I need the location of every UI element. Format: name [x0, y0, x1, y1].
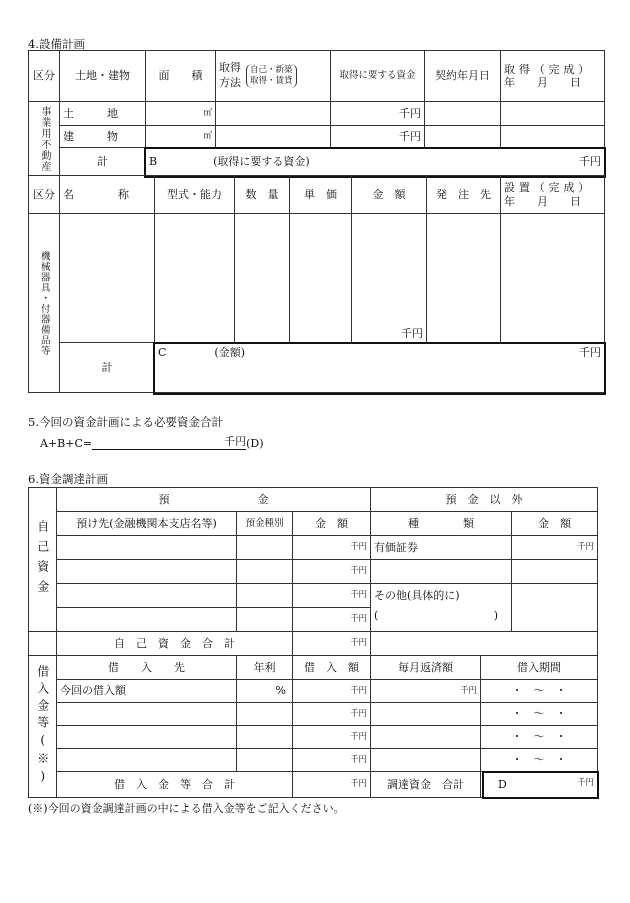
monthly-cell-2[interactable] — [371, 703, 481, 726]
land-building-header: 土地・建物 — [60, 51, 146, 102]
eq-model-header: 型式・能力 — [155, 176, 235, 214]
eq-kubun-header: 区分 — [29, 176, 60, 214]
equipment-table — [28, 175, 605, 393]
footnote: (※)今回の資金調達計画の中による借入金等をご記入ください。 — [28, 802, 345, 815]
land-method-cell[interactable] — [216, 102, 331, 126]
formula-suffix: (D) — [246, 437, 264, 450]
re-total-b-cell[interactable] — [146, 148, 605, 176]
building-contract-cell[interactable] — [425, 126, 501, 148]
land-funds-unit: 千円 — [331, 102, 425, 126]
real-estate-table — [28, 50, 605, 176]
eq-install-cell[interactable] — [501, 214, 605, 343]
c-text: (金額) — [214, 346, 246, 359]
grand-total-d-cell[interactable] — [481, 772, 598, 798]
rate-percent: % — [237, 680, 293, 703]
funding-table — [28, 487, 598, 798]
contract-date-header: 契約年月日 — [425, 51, 501, 102]
method-label: 方法 — [219, 76, 241, 89]
deposit-type-cell-4[interactable] — [237, 608, 293, 632]
acquisition-method-header — [216, 51, 331, 102]
lender-cell-2[interactable] — [57, 703, 237, 726]
period-1[interactable]: ・ ～ ・ — [481, 680, 598, 703]
formula-label: A+B+C= — [40, 437, 93, 450]
completion-date-header — [501, 51, 605, 102]
deposit-header: 預 金 — [57, 488, 371, 512]
business-property-side-label: 事業用不動産 — [29, 102, 60, 176]
total-formula — [40, 433, 264, 450]
eq-install-date-header — [501, 176, 605, 214]
total-input-line[interactable] — [92, 437, 224, 450]
ymd-label: 年 月 日 — [504, 76, 581, 89]
completion-label: 取得（完成） — [504, 62, 594, 76]
eq-supplier-header: 発 注 先 — [427, 176, 501, 214]
deposit-unit-4: 千円 — [293, 608, 371, 632]
bank-cell-1[interactable] — [57, 536, 237, 560]
securities-label: 有価証券 — [371, 536, 512, 560]
b-unit: 千円 — [579, 154, 601, 168]
building-area-unit: ㎡ — [146, 126, 216, 148]
rate-cell-3[interactable] — [237, 726, 293, 749]
section4-title: 4.設備計画 — [28, 37, 85, 51]
eq-total-label: 計 — [60, 343, 155, 393]
method-option-2: 取得・賃貸 — [250, 76, 293, 86]
asset-type-header: 種 類 — [371, 512, 512, 536]
deposit-type-cell-3[interactable] — [237, 584, 293, 608]
section6-title: 6.資金調達計画 — [28, 472, 108, 486]
borrowings-total-unit: 千円 — [293, 772, 371, 798]
eq-qty-cell[interactable] — [235, 214, 290, 343]
deposit-type-cell-1[interactable] — [237, 536, 293, 560]
install-label: 設置（完成） — [504, 181, 594, 195]
bank-cell-3[interactable] — [57, 584, 237, 608]
grand-total-label: 調達資金 合計 — [371, 772, 481, 798]
b-text: (取得に要する資金) — [213, 154, 310, 168]
d-label: D — [498, 777, 507, 791]
deposit-type-header: 預金種別 — [237, 512, 293, 536]
asset-blank-cell[interactable] — [371, 560, 512, 584]
rate-header: 年利 — [237, 656, 293, 680]
monthly-cell-3[interactable] — [371, 726, 481, 749]
borrowings-total-label: 借 入 金 等 合 計 — [57, 772, 293, 798]
asset-amount-header: 金 額 — [512, 512, 598, 536]
b-label: B — [149, 154, 158, 168]
loan-unit-2: 千円 — [293, 703, 371, 726]
monthly-unit-1: 千円 — [371, 680, 481, 703]
loan-period-header: 借入期間 — [481, 656, 598, 680]
other-assets-amount[interactable] — [512, 584, 598, 632]
eq-amount-header: 金 額 — [352, 176, 427, 214]
other-label: その他(具体的に) — [374, 589, 460, 602]
own-funds-side-cont — [29, 632, 57, 656]
lender-cell-4[interactable] — [57, 749, 237, 772]
land-area-unit: ㎡ — [146, 102, 216, 126]
non-deposit-header: 預 金 以 外 — [371, 488, 598, 512]
building-completion-cell[interactable] — [501, 126, 605, 148]
method-option-1: 自己・新築 — [250, 64, 293, 75]
c-label: C — [158, 346, 167, 359]
monthly-cell-4[interactable] — [371, 749, 481, 772]
eq-model-cell[interactable] — [155, 214, 235, 343]
re-total-label: 計 — [60, 148, 146, 176]
formula-unit: 千円 — [224, 435, 247, 448]
lender-cell-3[interactable] — [57, 726, 237, 749]
deposit-unit-2: 千円 — [293, 560, 371, 584]
area-header: 面 積 — [146, 51, 216, 102]
c-unit: 千円 — [579, 346, 601, 359]
rate-cell-4[interactable] — [237, 749, 293, 772]
deposit-unit-3: 千円 — [293, 584, 371, 608]
land-completion-cell[interactable] — [501, 102, 605, 126]
land-row-label: 土 地 — [60, 102, 146, 126]
paren-close: ) — [493, 609, 498, 623]
bank-header: 預け先(金融機関本支店名等) — [57, 512, 237, 536]
land-contract-cell[interactable] — [425, 102, 501, 126]
deposit-type-cell-2[interactable] — [237, 560, 293, 584]
install-ymd-label: 年 月 日 — [504, 194, 581, 208]
rate-cell-2[interactable] — [237, 703, 293, 726]
d-unit: 千円 — [576, 777, 594, 788]
borrowings-side-label: 借入金等(※) — [29, 656, 57, 798]
lender-header: 借 入 先 — [57, 656, 237, 680]
securities-unit: 千円 — [512, 536, 598, 560]
own-funds-blank — [371, 632, 598, 656]
asset-blank-amount[interactable] — [512, 560, 598, 584]
loan-unit-3: 千円 — [293, 726, 371, 749]
eq-name-cell[interactable] — [60, 214, 155, 343]
building-method-cell[interactable] — [216, 126, 331, 148]
loan-amount-header: 借 入 額 — [293, 656, 371, 680]
eq-total-c-cell[interactable] — [155, 343, 605, 393]
eq-unitprice-header: 単 価 — [290, 176, 352, 214]
eq-unitprice-cell[interactable] — [290, 214, 352, 343]
section5-title: 5.今回の資金計画による必要資金合計 — [28, 415, 223, 429]
building-row-label: 建 物 — [60, 126, 146, 148]
building-funds-unit: 千円 — [331, 126, 425, 148]
eq-supplier-cell[interactable] — [427, 214, 501, 343]
equipment-side-label: 機械器具・付器備品等 — [29, 214, 60, 393]
deposit-unit-1: 千円 — [293, 536, 371, 560]
own-funds-total-label: 自 己 資 金 合 計 — [57, 632, 293, 656]
eq-amount-unit: 千円 — [352, 214, 427, 343]
period-2[interactable]: ・ ～ ・ — [481, 703, 598, 726]
current-loan-label: 今回の借入額 — [57, 680, 237, 703]
own-funds-side-label: 自己資金 — [29, 488, 57, 632]
period-3[interactable]: ・ ～ ・ — [481, 726, 598, 749]
monthly-repay-header: 毎月返済額 — [371, 656, 481, 680]
other-assets-cell[interactable] — [371, 584, 512, 632]
required-funds-header: 取得に要する資金 — [331, 51, 425, 102]
bank-cell-4[interactable] — [57, 608, 237, 632]
loan-unit-1: 千円 — [293, 680, 371, 703]
deposit-amount-header: 金 額 — [293, 512, 371, 536]
eq-qty-header: 数 量 — [235, 176, 290, 214]
acquisition-label: 取得 — [219, 61, 241, 75]
eq-name-header: 名 称 — [60, 176, 155, 214]
kubun-header: 区分 — [29, 51, 60, 102]
period-4[interactable]: ・ ～ ・ — [481, 749, 598, 772]
loan-unit-4: 千円 — [293, 749, 371, 772]
own-funds-total-unit: 千円 — [293, 632, 371, 656]
paren-open: ( — [374, 609, 379, 623]
bank-cell-2[interactable] — [57, 560, 237, 584]
